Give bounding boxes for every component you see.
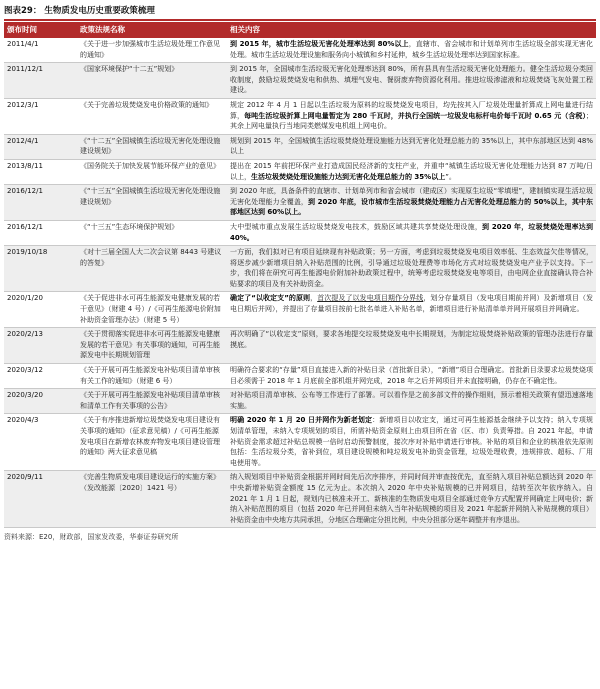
header-date: 颁布时间	[4, 22, 77, 38]
header-policy: 政策法规名称	[77, 22, 227, 38]
content-highlight: 明确 2020 年 1 月 20 日并网作为新老划定	[230, 416, 373, 425]
row-date: 2016/12/1	[4, 220, 77, 245]
row-content	[227, 246, 596, 292]
header-content: 相关内容	[227, 22, 596, 38]
row-content	[227, 63, 596, 99]
content-highlight: 到 2020 年，垃圾焚烧处理率达到 40%。	[230, 222, 593, 242]
table-row	[4, 159, 596, 184]
policy-table	[4, 22, 596, 528]
row-content	[227, 292, 596, 328]
content-text: ，	[310, 294, 318, 303]
row-date: 2012/4/1	[4, 134, 77, 159]
row-content	[227, 328, 596, 364]
content-text: 到 2015 年，全国城市生活垃圾无害化处理率达到 80%，所有县具有生活垃圾无害化处理能力。健全生活垃圾分类回收制度，鼓励垃圾焚烧发电和供热、填埋气发电、餐厨废弃物资源化利用。推进垃圾渗滤液和垃圾焚烧飞灰处置工程建设。	[230, 65, 593, 95]
table-row	[4, 220, 596, 245]
row-content	[227, 364, 596, 389]
row-date: 2020/1/20	[4, 292, 77, 328]
row-policy-name: 《关于完善垃圾焚烧发电价格政策的通知》	[77, 98, 227, 134]
content-text: 纳入规划项目中补贴资金根据并网时间先后次序排序，并同时间并审查按优先，直至纳入项目补贴总额达到 2020 年中央新增补贴资金额度 15 亿元为止。本次纳入 2020 年中央补贴规模的已并网项目，结转至次年依序纳入。自 2021 年 1 月 1 日起，规划内已核准未开工、新核准的生物质发电项目全部通过竞争方式配置并网确定上网电价；新纳入补贴范围的项目（包括 2020 年已并网但未纳入当年补贴规模的项目及 2021 年起新并网纳入补贴规模的项目）补贴资金由中央地方共同承担，分地区合理确定分担比例，中央分担部分逐年调整并有序退出。	[230, 473, 593, 524]
row-content	[227, 389, 596, 414]
content-text: 对补贴项目清单审核、公布等工作进行了部署。可以看作是之前多部文件的操作细则，预示着相关政策有望迅速落地实施。	[230, 391, 593, 410]
content-highlight: 到 2020 年底，设市城市生活垃圾焚烧处理能力占无害化处理总能力的 50%以上，其中东部地区达到 60%以上。	[230, 197, 593, 217]
table-row	[4, 364, 596, 389]
row-content	[227, 159, 596, 184]
row-date: 2013/8/11	[4, 159, 77, 184]
table-row	[4, 185, 596, 221]
caption-title: 生物质发电历史重要政策梳理	[44, 6, 155, 16]
table-row	[4, 414, 596, 471]
content-text: 一方面，我们拟对已有项目延续现有补贴政策；另一方面，考虑到垃圾焚烧发电项目效率低、生态效益欠佳等情况，将逐步减少新增项目纳入补贴范围的比例，引导通过垃圾处理费等市场化方式对垃圾焚烧发电产业予以支持。下一步，我们将在研究可再生能源电价附加补助政策过程中，统筹考虑垃圾焚烧发电等项目，由电网企业直接确认符合补贴要求的项目及有关补助资金。	[230, 248, 593, 288]
row-date: 2016/12/1	[4, 185, 77, 221]
content-highlight: 确定了“以收定支”的原则	[230, 294, 311, 303]
content-text: ：新增项目以收定支，通过可再生能源基金继续予以支持；纳入专项规划清单管理，未纳入专项规划的项目，所需补贴资金原则上由项目所在省（区、市）负责筹措。自 2021 年起，申请补贴资金需求超过补贴总规模一倍时启动预警制度，接次序对补贴申请进行审核。补贴的项目和企业的核准依先原则包括：生活垃圾分类，省补到位，项目建设规模和吨垃圾发电补助资金管理，垃圾处理收费，违规排放、超标、厂用电使用等。	[230, 416, 594, 467]
table-row	[4, 246, 596, 292]
row-date: 2020/2/13	[4, 328, 77, 364]
content-text: 明确符合要求的“存量”项目直接进入新的补贴目录（首批新目录），“新增”项目合理确定。首批新目录要求垃圾焚烧项目必须需于 2018 年 1 月底前全部机组并网完成，2018 年之后并网项目并未直接明确，仍存在不确定性。	[230, 366, 593, 385]
content-text: 规划到 2015 年，全国城镇生活垃圾焚烧处理设施能力达到无害化处理总能力的 35%以上，其中东部地区达到 48%以上	[230, 136, 593, 156]
content-text: 到 2020 年底，具备条件的直辖市、计划单列市和省会城市（建成区）实现原生垃圾“零填埋”，建制镇实现生活垃圾无害化处理能力全覆盖，	[230, 187, 593, 206]
row-policy-name: 《关于进一步加强城市生活垃圾处理工作意见的通知》	[77, 38, 227, 63]
row-policy-name: 《国家环境保护“十二五”规划》	[77, 63, 227, 99]
table-row	[4, 98, 596, 134]
row-policy-name: 《“十三五”生态环境保护规划》	[77, 220, 227, 245]
row-policy-name: 《关于开展可再生能源发电补贴项目清单审核有关工作的通知》（财建 6 号）	[77, 364, 227, 389]
row-content	[227, 185, 596, 221]
content-highlight: 每吨生活垃圾折算上网电量暂定为 280 千瓦时，并执行全国统一垃圾发电标杆电价每千瓦时 0.65 元（含税）	[244, 111, 586, 120]
row-policy-name: 《关于促进非水可再生能源发电健康发展的若干意见》（财建 4 号）/《可再生能源电价附加补助资金管理办法》（财建 5 号）	[77, 292, 227, 328]
row-content	[227, 471, 596, 528]
content-text: 大中型城市重点发展生活垃圾焚烧发电技术，鼓励区域共建共享焚烧处理设施，	[230, 222, 483, 231]
content-text: ；其余上网电量执行当地同类燃煤发电机组上网电价。	[230, 111, 593, 131]
row-policy-name: 《关于开展可再生能源发电补贴项目清单审核和清单工作有关事项的公告》	[77, 389, 227, 414]
row-date: 2019/10/18	[4, 246, 77, 292]
row-date: 2011/4/1	[4, 38, 77, 63]
figure-caption	[4, 4, 596, 21]
table-row	[4, 328, 596, 364]
table-body	[4, 38, 596, 528]
caption-label: 图表29：	[4, 6, 42, 16]
row-content	[227, 38, 596, 63]
content-text: 首次提及了以发电项目期作分界线	[317, 294, 424, 303]
row-policy-name: 《国务院关于加快发展节能环保产业的意见》	[77, 159, 227, 184]
row-policy-name: 《对十三届全国人大二次会议第 8443 号建议的答复》	[77, 246, 227, 292]
table-row	[4, 134, 596, 159]
content-text: 规定 2012 年 4 月 1 日起以生活垃圾为原料的垃圾焚烧发电项目，均先按其入厂垃圾处理量折算成上网电量进行结算，	[230, 100, 593, 120]
row-date: 2020/9/11	[4, 471, 77, 528]
content-text: ”。	[445, 172, 456, 181]
row-content	[227, 220, 596, 245]
row-date: 2020/3/20	[4, 389, 77, 414]
source-note: 资料来源：E20，财政部，国家发改委，华泰证券研究所	[4, 533, 179, 542]
row-policy-name: 《完善生物质发电项目建设运行的实施方案》（发改能源〔2020〕1421 号）	[77, 471, 227, 528]
row-policy-name: 《关于有序推进新增垃圾焚烧发电项目建设有关事项的通知》（征求意见稿）/《可再生能源发电项目在新增农林废弃物发电项目建设管理的通知》两大征求意见稿	[77, 414, 227, 471]
content-highlight: 生活垃圾焚烧处理设施能力达到无害化处理总能力的 35%以上	[251, 172, 446, 181]
table-row	[4, 389, 596, 414]
table-row	[4, 38, 596, 63]
row-date: 2020/3/12	[4, 364, 77, 389]
content-text: ，直辖市、省会城市和计划单列市生活垃圾全部实现无害化处理。城市生活垃圾处理设施和服务向小城镇和乡村延伸，城乡生活垃圾处理率达到国家标准。	[230, 40, 593, 59]
table-row	[4, 292, 596, 328]
content-highlight: 到 2015 年，城市生活垃圾无害化处理率达到 80%以上	[230, 40, 409, 48]
row-policy-name: 《“十二五”全国城镇生活垃圾无害化处理设施建设规划》	[77, 134, 227, 159]
content-text: 提出在 2015 年前把环保产业打造成国民经济新的支柱产业，并重申“城镇生活垃圾无害化处理能力达到 87 万吨/日以上，	[230, 161, 593, 181]
row-date: 2020/4/3	[4, 414, 77, 471]
table-header-row	[4, 22, 596, 38]
row-policy-name: 《关于贯彻落实促进非水可再生能源发电健康发展的若干意见》有关事项的通知，可再生能源发电中长期规划管理	[77, 328, 227, 364]
content-text: ，划分存量项目（发电项目期前并网）及新增项目（发电日期后并网），并提出了存量项目按前七批名单进入补贴名单，新增项目进行补贴清单单并网开展项目并网确定。	[230, 294, 594, 314]
content-text: 再次明确了“以收定支”原则，要求各地提交垃圾焚烧发电中长期规划，为制定垃圾焚烧补贴政策的管理办法进行存量摸底。	[230, 330, 593, 349]
row-content	[227, 414, 596, 471]
row-content	[227, 98, 596, 134]
table-row	[4, 63, 596, 99]
row-date: 2011/12/1	[4, 63, 77, 99]
row-policy-name: 《“十三五”全国城镇生活垃圾无害化处理设施建设规划》	[77, 185, 227, 221]
row-content	[227, 134, 596, 159]
row-date: 2012/3/1	[4, 98, 77, 134]
table-row	[4, 471, 596, 528]
